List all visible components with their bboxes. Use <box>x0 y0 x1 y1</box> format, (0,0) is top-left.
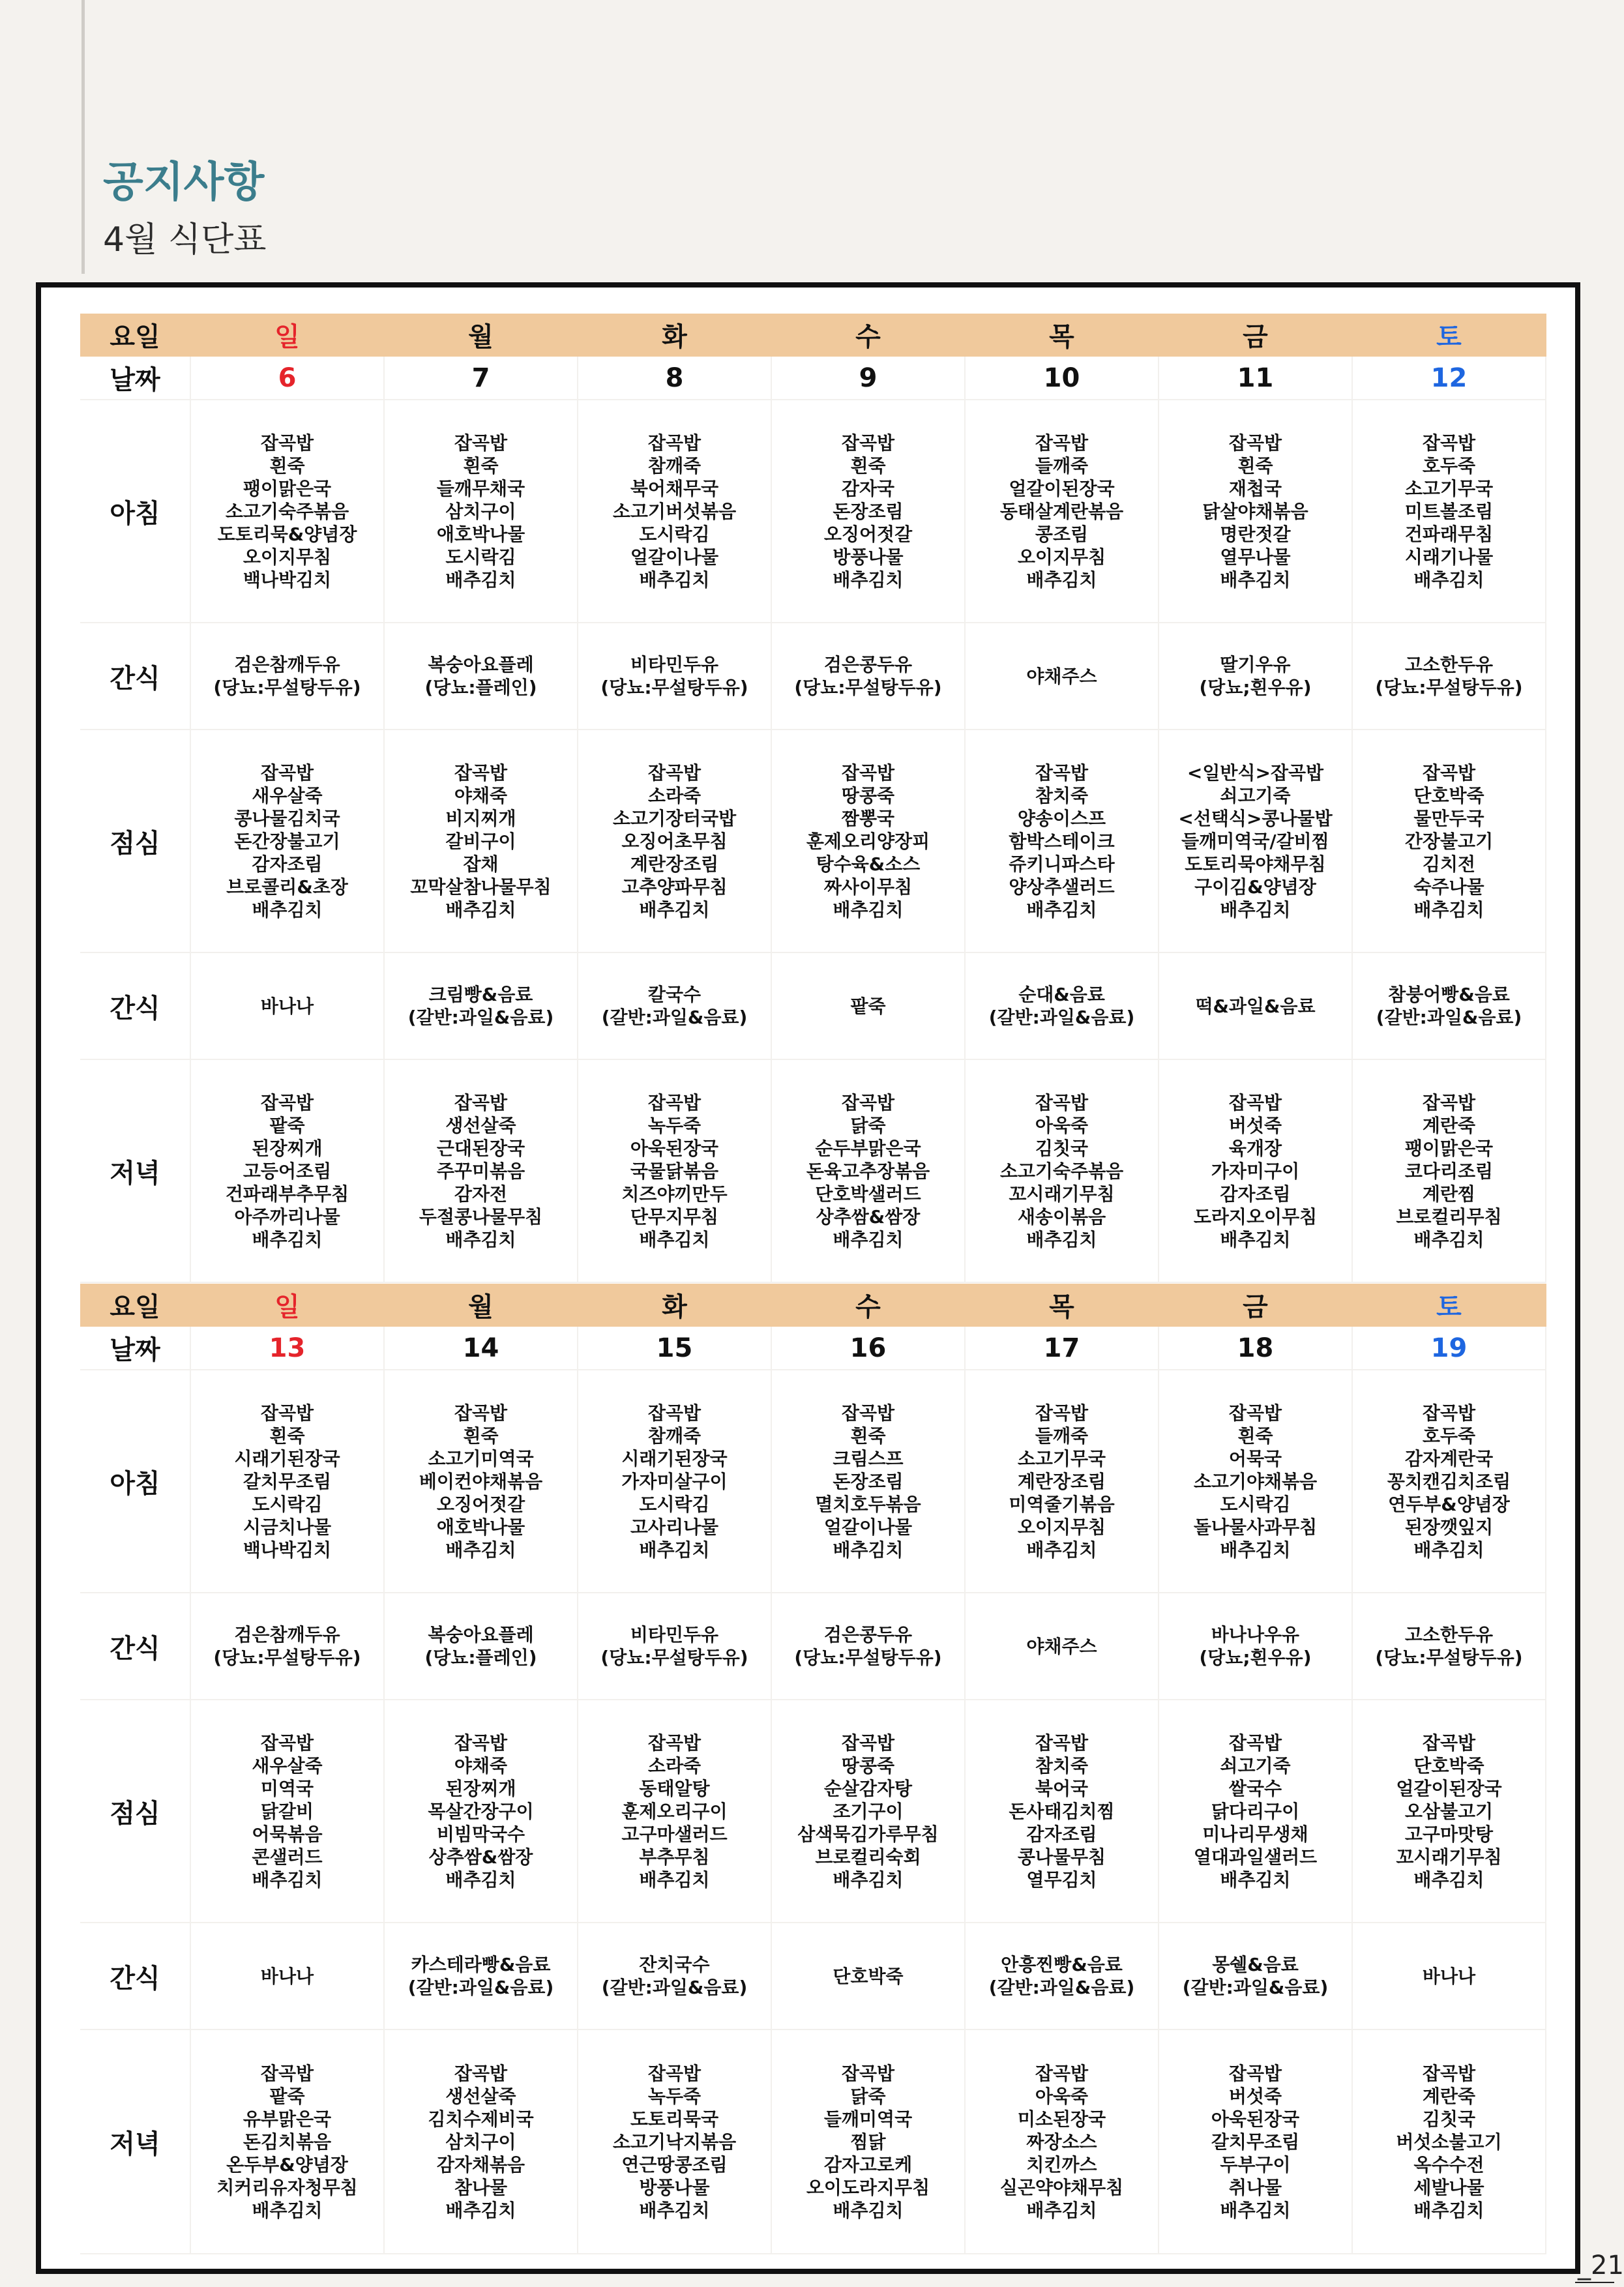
menu-cell: 잡곡밥 흰죽 어묵국 소고기야채볶음 도시락김 돌나물사과무침 배추김치 <box>1159 1370 1353 1593</box>
date-row-label: 날짜 <box>80 357 191 400</box>
menu-cell: 잡곡밥 흰죽 소고기미역국 베이컨야채볶음 오징어젓갈 애호박나물 배추김치 <box>385 1370 578 1593</box>
menu-cell: 칼국수 (갈반:과일&음료) <box>578 953 772 1060</box>
day-header: 수 <box>772 1284 966 1327</box>
meal-label: 저녁 <box>80 1060 191 1283</box>
date-cell: 8 <box>578 357 772 400</box>
week-table <box>80 1284 1546 2254</box>
meal-label: 간식 <box>80 1593 191 1700</box>
day-header: 월 <box>385 1284 578 1327</box>
date-cell: 12 <box>1353 357 1546 400</box>
menu-cell: 단호박죽 <box>772 1923 966 2030</box>
menu-cell: <일반식>잡곡밥 쇠고기죽 <선택식>콩나물밥 들깨미역국/갈비찜 도토리묵야채무침 구이김&양념장 배추김치 <box>1159 730 1353 953</box>
menu-cell: 안흥찐빵&음료 (갈반:과일&음료) <box>966 1923 1159 2030</box>
day-header: 수 <box>772 314 966 357</box>
menu-cell: 잡곡밥 소라죽 소고기장터국밥 오징어초무침 계란장조림 고추양파무침 배추김치 <box>578 730 772 953</box>
menu-cell: 잡곡밥 참치죽 북어국 돈사태김치찜 감자조림 콩나물무침 열무김치 <box>966 1700 1159 1923</box>
page-title: 공지사항 <box>103 158 265 207</box>
meal-label: 점심 <box>80 1700 191 1923</box>
menu-cell: 잡곡밥 흰죽 팽이맑은국 소고기숙주볶음 도토리묵&양념장 오이지무침 백나박김치 <box>191 400 385 623</box>
day-header: 일 <box>191 1284 385 1327</box>
date-cell: 15 <box>578 1327 772 1370</box>
menu-cell: 딸기우유 (당뇨;흰우유) <box>1159 623 1353 730</box>
date-cell: 13 <box>191 1327 385 1370</box>
menu-cell: 잡곡밥 땅콩죽 짬뽕국 훈제오리양장피 탕수육&소스 짜사이무침 배추김치 <box>772 730 966 953</box>
menu-cell: 잡곡밥 참치죽 양송이스프 함박스테이크 쥬키니파스타 양상추샐러드 배추김치 <box>966 730 1159 953</box>
meal-label: 간식 <box>80 623 191 730</box>
day-header-label: 요일 <box>80 1284 191 1327</box>
menu-cell: 잡곡밥 참깨죽 북어채무국 소고기버섯볶음 도시락김 얼갈이나물 배추김치 <box>578 400 772 623</box>
menu-cell: 잡곡밥 녹두죽 아욱된장국 국물닭볶음 치즈야끼만두 단무지무침 배추김치 <box>578 1060 772 1283</box>
menu-cell: 잡곡밥 팥죽 된장찌개 고등어조림 건파래부추무침 아주까리나물 배추김치 <box>191 1060 385 1283</box>
date-cell: 11 <box>1159 357 1353 400</box>
menu-cell: 잡곡밥 아욱죽 김칫국 소고기숙주볶음 꼬시래기무침 새송이볶음 배추김치 <box>966 1060 1159 1283</box>
menu-cell: 바나나 <box>191 1923 385 2030</box>
menu-cell: 잡곡밥 단호박죽 물만두국 간장불고기 김치전 숙주나물 배추김치 <box>1353 730 1546 953</box>
menu-cell: 비타민두유 (당뇨:무설탕두유) <box>578 1593 772 1700</box>
date-cell: 16 <box>772 1327 966 1370</box>
menu-cell: 잡곡밥 녹두죽 도토리묵국 소고기낙지볶음 연근땅콩조림 방풍나물 배추김치 <box>578 2030 772 2254</box>
menu-cell: 잡곡밥 소라죽 동태알탕 훈제오리구이 고구마샐러드 부추무침 배추김치 <box>578 1700 772 1923</box>
page-number: _21 <box>1578 2250 1624 2280</box>
date-cell: 19 <box>1353 1327 1546 1370</box>
menu-cell: 잡곡밥 참깨죽 시래기된장국 가자미살구이 도시락김 고사리나물 배추김치 <box>578 1370 772 1593</box>
menu-cell: 잡곡밥 닭죽 들깨미역국 찜닭 감자고로케 오이도라지무침 배추김치 <box>772 2030 966 2254</box>
menu-cell: 검은참깨두유 (당뇨:무설탕두유) <box>191 1593 385 1700</box>
menu-cell: 복숭아요플레 (당뇨:플레인) <box>385 623 578 730</box>
menu-cell: 잡곡밥 생선살죽 근대된장국 주꾸미볶음 감자전 두절콩나물무침 배추김치 <box>385 1060 578 1283</box>
menu-cell: 잡곡밥 계란죽 팽이맑은국 코다리조림 계란찜 브로컬리무침 배추김치 <box>1353 1060 1546 1283</box>
date-cell: 18 <box>1159 1327 1353 1370</box>
day-header: 화 <box>578 1284 772 1327</box>
menu-cell: 잡곡밥 새우살죽 콩나물김치국 돈간장불고기 감자조림 브로콜리&초장 배추김치 <box>191 730 385 953</box>
day-header: 화 <box>578 314 772 357</box>
menu-cell: 바나나 <box>191 953 385 1060</box>
date-cell: 10 <box>966 357 1159 400</box>
side-rule <box>81 0 85 274</box>
week-table <box>80 314 1546 1283</box>
menu-cell: 검은콩두유 (당뇨:무설탕두유) <box>772 1593 966 1700</box>
menu-cell: 바나나 <box>1353 1923 1546 2030</box>
menu-cell: 복숭아요플레 (당뇨:플레인) <box>385 1593 578 1700</box>
menu-cell: 떡&과일&음료 <box>1159 953 1353 1060</box>
menu-cell: 잡곡밥 호두죽 감자계란국 꽁치캔김치조림 연두부&양념장 된장깻잎지 배추김치 <box>1353 1370 1546 1593</box>
menu-cell: 고소한두유 (당뇨:무설탕두유) <box>1353 1593 1546 1700</box>
day-header: 월 <box>385 314 578 357</box>
menu-cell: 잡곡밥 야채죽 비지찌개 갈비구이 잡채 꼬막살참나물무침 배추김치 <box>385 730 578 953</box>
menu-cell: 잔치국수 (갈반:과일&음료) <box>578 1923 772 2030</box>
menu-cell: 잡곡밥 쇠고기죽 쌀국수 닭다리구이 미나리무생채 열대과일샐러드 배추김치 <box>1159 1700 1353 1923</box>
menu-cell: 잡곡밥 들깨죽 소고기무국 계란장조림 미역줄기볶음 오이지무침 배추김치 <box>966 1370 1159 1593</box>
menu-cell: 잡곡밥 흰죽 재첩국 닭살야채볶음 명란젓갈 열무나물 배추김치 <box>1159 400 1353 623</box>
menu-cell: 순대&음료 (갈반:과일&음료) <box>966 953 1159 1060</box>
date-cell: 17 <box>966 1327 1159 1370</box>
day-header: 일 <box>191 314 385 357</box>
menu-cell: 고소한두유 (당뇨:무설탕두유) <box>1353 623 1546 730</box>
date-cell: 6 <box>191 357 385 400</box>
menu-cell: 참붕어빵&음료 (갈반:과일&음료) <box>1353 953 1546 1060</box>
meal-label: 아침 <box>80 400 191 623</box>
day-header: 토 <box>1353 1284 1546 1327</box>
menu-cell: 잡곡밥 흰죽 들깨무채국 삼치구이 애호박나물 도시락김 배추김치 <box>385 400 578 623</box>
menu-cell: 카스테라빵&음료 (갈반:과일&음료) <box>385 1923 578 2030</box>
day-header: 목 <box>966 314 1159 357</box>
menu-cell: 잡곡밥 계란죽 김칫국 버섯소불고기 옥수수전 세발나물 배추김치 <box>1353 2030 1546 2254</box>
menu-cell: 야채주스 <box>966 623 1159 730</box>
day-header-label: 요일 <box>80 314 191 357</box>
meal-label: 저녁 <box>80 2030 191 2254</box>
day-header: 금 <box>1159 314 1353 357</box>
meal-label: 간식 <box>80 953 191 1060</box>
menu-cell: 검은콩두유 (당뇨:무설탕두유) <box>772 623 966 730</box>
date-row-label: 날짜 <box>80 1327 191 1370</box>
day-header: 토 <box>1353 314 1546 357</box>
date-cell: 14 <box>385 1327 578 1370</box>
menu-cell: 몽쉘&음료 (갈반:과일&음료) <box>1159 1923 1353 2030</box>
menu-cell: 잡곡밥 야채죽 된장찌개 목살간장구이 비빔막국수 상추쌈&쌈장 배추김치 <box>385 1700 578 1923</box>
menu-cell: 잡곡밥 흰죽 크림스프 돈장조림 멸치호두볶음 얼갈이나물 배추김치 <box>772 1370 966 1593</box>
menu-cell: 잡곡밥 생선살죽 김치수제비국 삼치구이 감자채볶음 참나물 배추김치 <box>385 2030 578 2254</box>
date-cell: 9 <box>772 357 966 400</box>
menu-cell: 잡곡밥 흰죽 시래기된장국 갈치무조림 도시락김 시금치나물 백나박김치 <box>191 1370 385 1593</box>
menu-cell: 크림빵&음료 (갈반:과일&음료) <box>385 953 578 1060</box>
menu-cell: 잡곡밥 땅콩죽 순살감자탕 조기구이 삼색묵김가루무침 브로컬리숙회 배추김치 <box>772 1700 966 1923</box>
menu-cell: 잡곡밥 닭죽 순두부맑은국 돈육고추장볶음 단호박샐러드 상추쌈&쌈장 배추김치 <box>772 1060 966 1283</box>
menu-cell: 잡곡밥 팥죽 유부맑은국 돈김치볶음 온두부&양념장 치커리유자청무침 배추김치 <box>191 2030 385 2254</box>
day-header: 목 <box>966 1284 1159 1327</box>
menu-cell: 잡곡밥 들깨죽 얼갈이된장국 동태살계란볶음 콩조림 오이지무침 배추김치 <box>966 400 1159 623</box>
menu-cell: 잡곡밥 아욱죽 미소된장국 짜장소스 치킨까스 실곤약야채무침 배추김치 <box>966 2030 1159 2254</box>
menu-cell: 팥죽 <box>772 953 966 1060</box>
menu-cell: 잡곡밥 버섯죽 육개장 가자미구이 감자조림 도라지오이무침 배추김치 <box>1159 1060 1353 1283</box>
menu-cell: 잡곡밥 단호박죽 얼갈이된장국 오삼불고기 고구마맛탕 꼬시래기무침 배추김치 <box>1353 1700 1546 1923</box>
menu-cell: 잡곡밥 새우살죽 미역국 닭갈비 어묵볶음 콘샐러드 배추김치 <box>191 1700 385 1923</box>
menu-cell: 잡곡밥 흰죽 감자국 돈장조림 오징어젓갈 방풍나물 배추김치 <box>772 400 966 623</box>
day-header: 금 <box>1159 1284 1353 1327</box>
menu-cell: 비타민두유 (당뇨:무설탕두유) <box>578 623 772 730</box>
menu-cell: 검은참깨두유 (당뇨:무설탕두유) <box>191 623 385 730</box>
meal-label: 간식 <box>80 1923 191 2030</box>
menu-cell: 바나나우유 (당뇨;흰우유) <box>1159 1593 1353 1700</box>
page-subtitle: 4월 식단표 <box>103 220 267 259</box>
meal-label: 점심 <box>80 730 191 953</box>
date-cell: 7 <box>385 357 578 400</box>
meal-label: 아침 <box>80 1370 191 1593</box>
menu-cell: 잡곡밥 호두죽 소고기무국 미트볼조림 건파래무침 시래기나물 배추김치 <box>1353 400 1546 623</box>
menu-table-frame <box>36 282 1580 2274</box>
menu-cell: 잡곡밥 버섯죽 아욱된장국 갈치무조림 두부구이 취나물 배추김치 <box>1159 2030 1353 2254</box>
menu-cell: 야채주스 <box>966 1593 1159 1700</box>
